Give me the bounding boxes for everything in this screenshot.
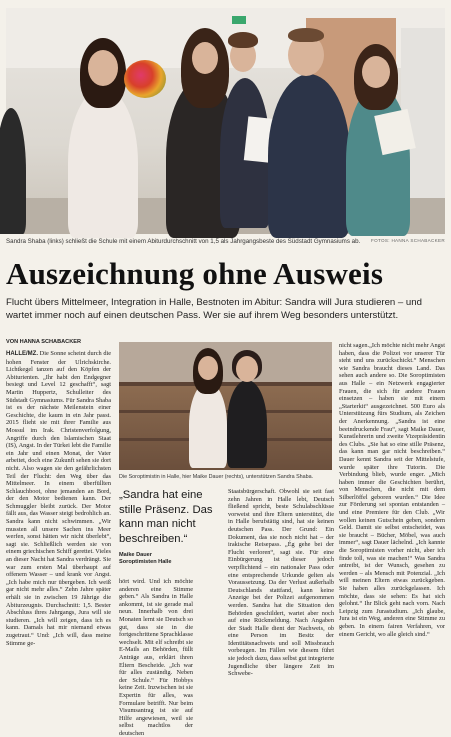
middle-person-sandra-head	[198, 356, 218, 380]
article-column-1	[6, 350, 111, 716]
middle-photo-wall	[119, 342, 332, 382]
dateline: HALLE/MZ.	[6, 351, 38, 357]
article-column-2: hört wird. Und ich möchte anderen eine Stimme geben.“ Als Sandra in Halle ankommt, ist sie gerade mal neun. Innerhalb von drei Monaten lernt sie Deutsch so gut, dass sie in die fortgeschrittene Sprachklasse wechselt. Mit elf schreibt sie E-Mails an Behörden, füllt Anträge aus, erklärt ihren Eltern Bescheide. „Ich war für alles zuständig. Neben der Schule.“ Für Hobbys keine Zeit. Inzwischen ist sie Expertin für alles, was Formulare betrifft. Nur beim Visumsantrag ist sie auf Hilfe angewiesen, weil sie selbst machtlos der deutschen	[119, 578, 193, 737]
pull-quote-author-role: Soroptimisten Halle	[119, 559, 172, 565]
column-1-text: Die Sonne scheint durch die hohen Fenster der Ulrichskirche. Lichtkegel tanzen auf den Köpfen der Abiturienten. „Ihr habt den Endgegner besiegt und Level 12 geschafft“, sagt Martin Huppertz, Schulleiter des Südstadt Gymnasiums. Für Sandra Shaba ist es der nächste Meilenstein einer Geschichte, die kaum in ein Jahr passt. 2015 flieht sie mit ihrer Familie aus Mossul im Irak. Christenverfolgung, Angriffe durch den Islamischen Staat (IS), Angst. In der Türkei lebt die Familie ein Jahr und einen Monat, der Vater arbeitet, doch eine Zukunft sehen sie dort nicht. Also wagen sie den gefährlichsten Teil der Flucht: den Weg über das Mittelmeer. In einem überfüllten Schlauchboot, ohne jemanden an Bord, der den Motor bedienen kann. Der Schmuggler bleibt zurück. Der Motor fällt aus, das Wasser steigt bedrohlich an. Sandra kann nicht schwimmen. „Wir mussten all unsere Sachen ins Meer werfen, sonst hätten wir nicht überlebt“, sagt sie. Schließlich werden sie von einem griechischen Schiff gerettet. Vieles an dieser Nacht hat Sandra verdrängt. Sie war zum ersten Mal überhaupt auf offenem Wasser – und krank vor Angst. „Ich habe mich nur übergeben. Ich weiß gar nicht mehr alles.“ Zehn Jahre später erhält sie in zwischen 19 Jährige die Abiturzeugnis. Durchschnitt: 1,5. Bester Abschluss ihres Jahrgangs, Jura will sie studieren. „Ich will zeigen, dass ich es kann. Damals hat mir niemand etwas zugetraut.“ Und: „Ich will, dass meine Stimme ge-	[6, 350, 112, 647]
person-woman-head	[192, 42, 218, 74]
middle-photo	[119, 342, 332, 470]
article-byline: VON HANNA SCHABACKER	[6, 339, 81, 345]
middle-person-sandra	[189, 382, 227, 468]
person-sandra-dress	[68, 88, 138, 238]
person-left-edge	[0, 108, 26, 234]
middle-photo-caption: Die Soroptimistin in Halle, hier Maike Dauer (rechts), unterstützen Sandra Shaba.	[119, 474, 314, 480]
person-principal-hair	[288, 28, 324, 42]
person-young-man-hair	[228, 32, 258, 48]
pull-quote: „Sandra hat eine stille Präsenz. Das kann man nicht beschreiben.“	[119, 489, 213, 545]
person-principal-suit	[268, 74, 350, 238]
pull-quote-author-name: Maike Dauer	[119, 552, 152, 558]
person-woman-teal-head	[362, 56, 390, 88]
top-photo	[6, 8, 445, 234]
pull-quote-author	[119, 552, 172, 566]
person-sandra-head	[88, 50, 118, 86]
flower-bouquet	[124, 60, 166, 98]
top-photo-caption	[6, 238, 445, 245]
middle-person-maike-head	[236, 356, 258, 382]
article-subhead: Flucht übers Mittelmeer, Integration in Halle, Bestnoten im Abitur: Sandra will Jura studieren – und wartet immer noch auf einen deutschen Pass. Wer sie auf ihrem Weg besonders unterstützt.	[6, 297, 422, 321]
top-photo-caption-text: Sandra Shaba (links) schließt die Schule mit einem Abiturdurchschnitt von 1,5 als Jahrgangsbeste des Südstadt Gymnasiums ab.	[6, 238, 361, 245]
exit-sign	[232, 16, 246, 24]
article-column-3: Staatsbürgerschaft. Obwohl sie seit fast zehn Jahren in Halle lebt, Deutsch fließend spricht, beste Schulabschlüsse vorweist und ihre Eltern unterstützt, die in Halle berufstätig sind, hat sie keinen deutschen Pass. Der Grund: Ein Dokument, das sie noch nicht hat – der irakische Reisepass. „Ég gehe bei der Flucht verloren“, sagt sie. Für eine Einbürgerung ist dieser jedoch verpflichtend – ein nationaler Pass oder eine entsprechende Urkunde gelten als Voraussetzung. Da der Verlust außerhalb Deutschlands stattfand, kann keine Anzeige bei der Polizei aufgenommen werden. Sandra hat die Situation den Behörden geschildert, wartet aber noch auf eine Rückmeldung. Nach Angaben der Stadt Halle dient der Nachweis, ob eine Person im Besitz der Identitätsnachweis und soll Missbrauch vorbeugen. Im Fällen wie diesem führt sie jedoch dazu, dass selbst gut integrierte Jugendliche über längere Zeit im Schwebe-	[228, 488, 334, 678]
middle-person-maike	[227, 380, 267, 468]
middle-photo-ledge	[119, 382, 332, 386]
photo-credit: FOTOS: HANNA SCHABACKER	[371, 238, 445, 243]
article-column-4: nicht sagen.„Ich möchte nicht mehr Angst haben, dass die Polizei vor unserer Tür steht und uns zurückschickt.“ Menschen wie Sandra braucht dieses Land. Das sehen auch andere so. Die Soroptimisten aus Halle – ein Netzwerk engagierter Frauen, die sich für andere Frauen einsetzen – haben sie mit einem „Starterkit“ ausgezeichnet. 500 Euro als Unterstützung fürs Studium, als Zeichen der Anerkennung. „Sandra ist eine beeindruckende Frau“, sagt Maike Dauer, Kunstlehrerin und zweite Vizepräsidentin des Clubs. „Sie hat so eine stille Präsenz, das kann man gar nicht beschreiben.“ Dauer kennt Sandra seit der Mittelstufe, wurde später ihre Tutorin. Die Verbindung blieb, wurde enger. „Mich haben immer die Geschichten berührt, von Menschen, die nicht mit dem Silberlöffel geboren wurden.“ Die Idee zur Förderung sei spontan entstanden – und eine Premiere für den Club. „Wir wollen keinen Gutschein geben, sondern Geld. Damit sie selbst entscheidet, was sie braucht – Bücher, Möbel, was auch immer“, sagt Dauer lächelnd. „Ich kannte die Soroptimisten vorher nicht, aber ich finde toll, was sie machen!“ Was Sandra antreibt, ist der Wunsch, gesehen zu werden – als Mensch mit Potenzial. „Ich will meinen Eltern etwas zurückgeben. Sie haben alles zurückgelassen. Ich möchte, dass sie sehen: Es hat sich gelohnt.“ Ihr Blick geht nach vorn. Nach Leipzig zum Jurastudium. „Ich glaube, Jura ist ein Weg, anderen eine Stimme zu geben. In einem fairen Verfahren, vor einem Gericht, wo alle gleich sind.“	[339, 342, 445, 638]
article-headline: Auszeichnung ohne Ausweis	[6, 256, 384, 291]
